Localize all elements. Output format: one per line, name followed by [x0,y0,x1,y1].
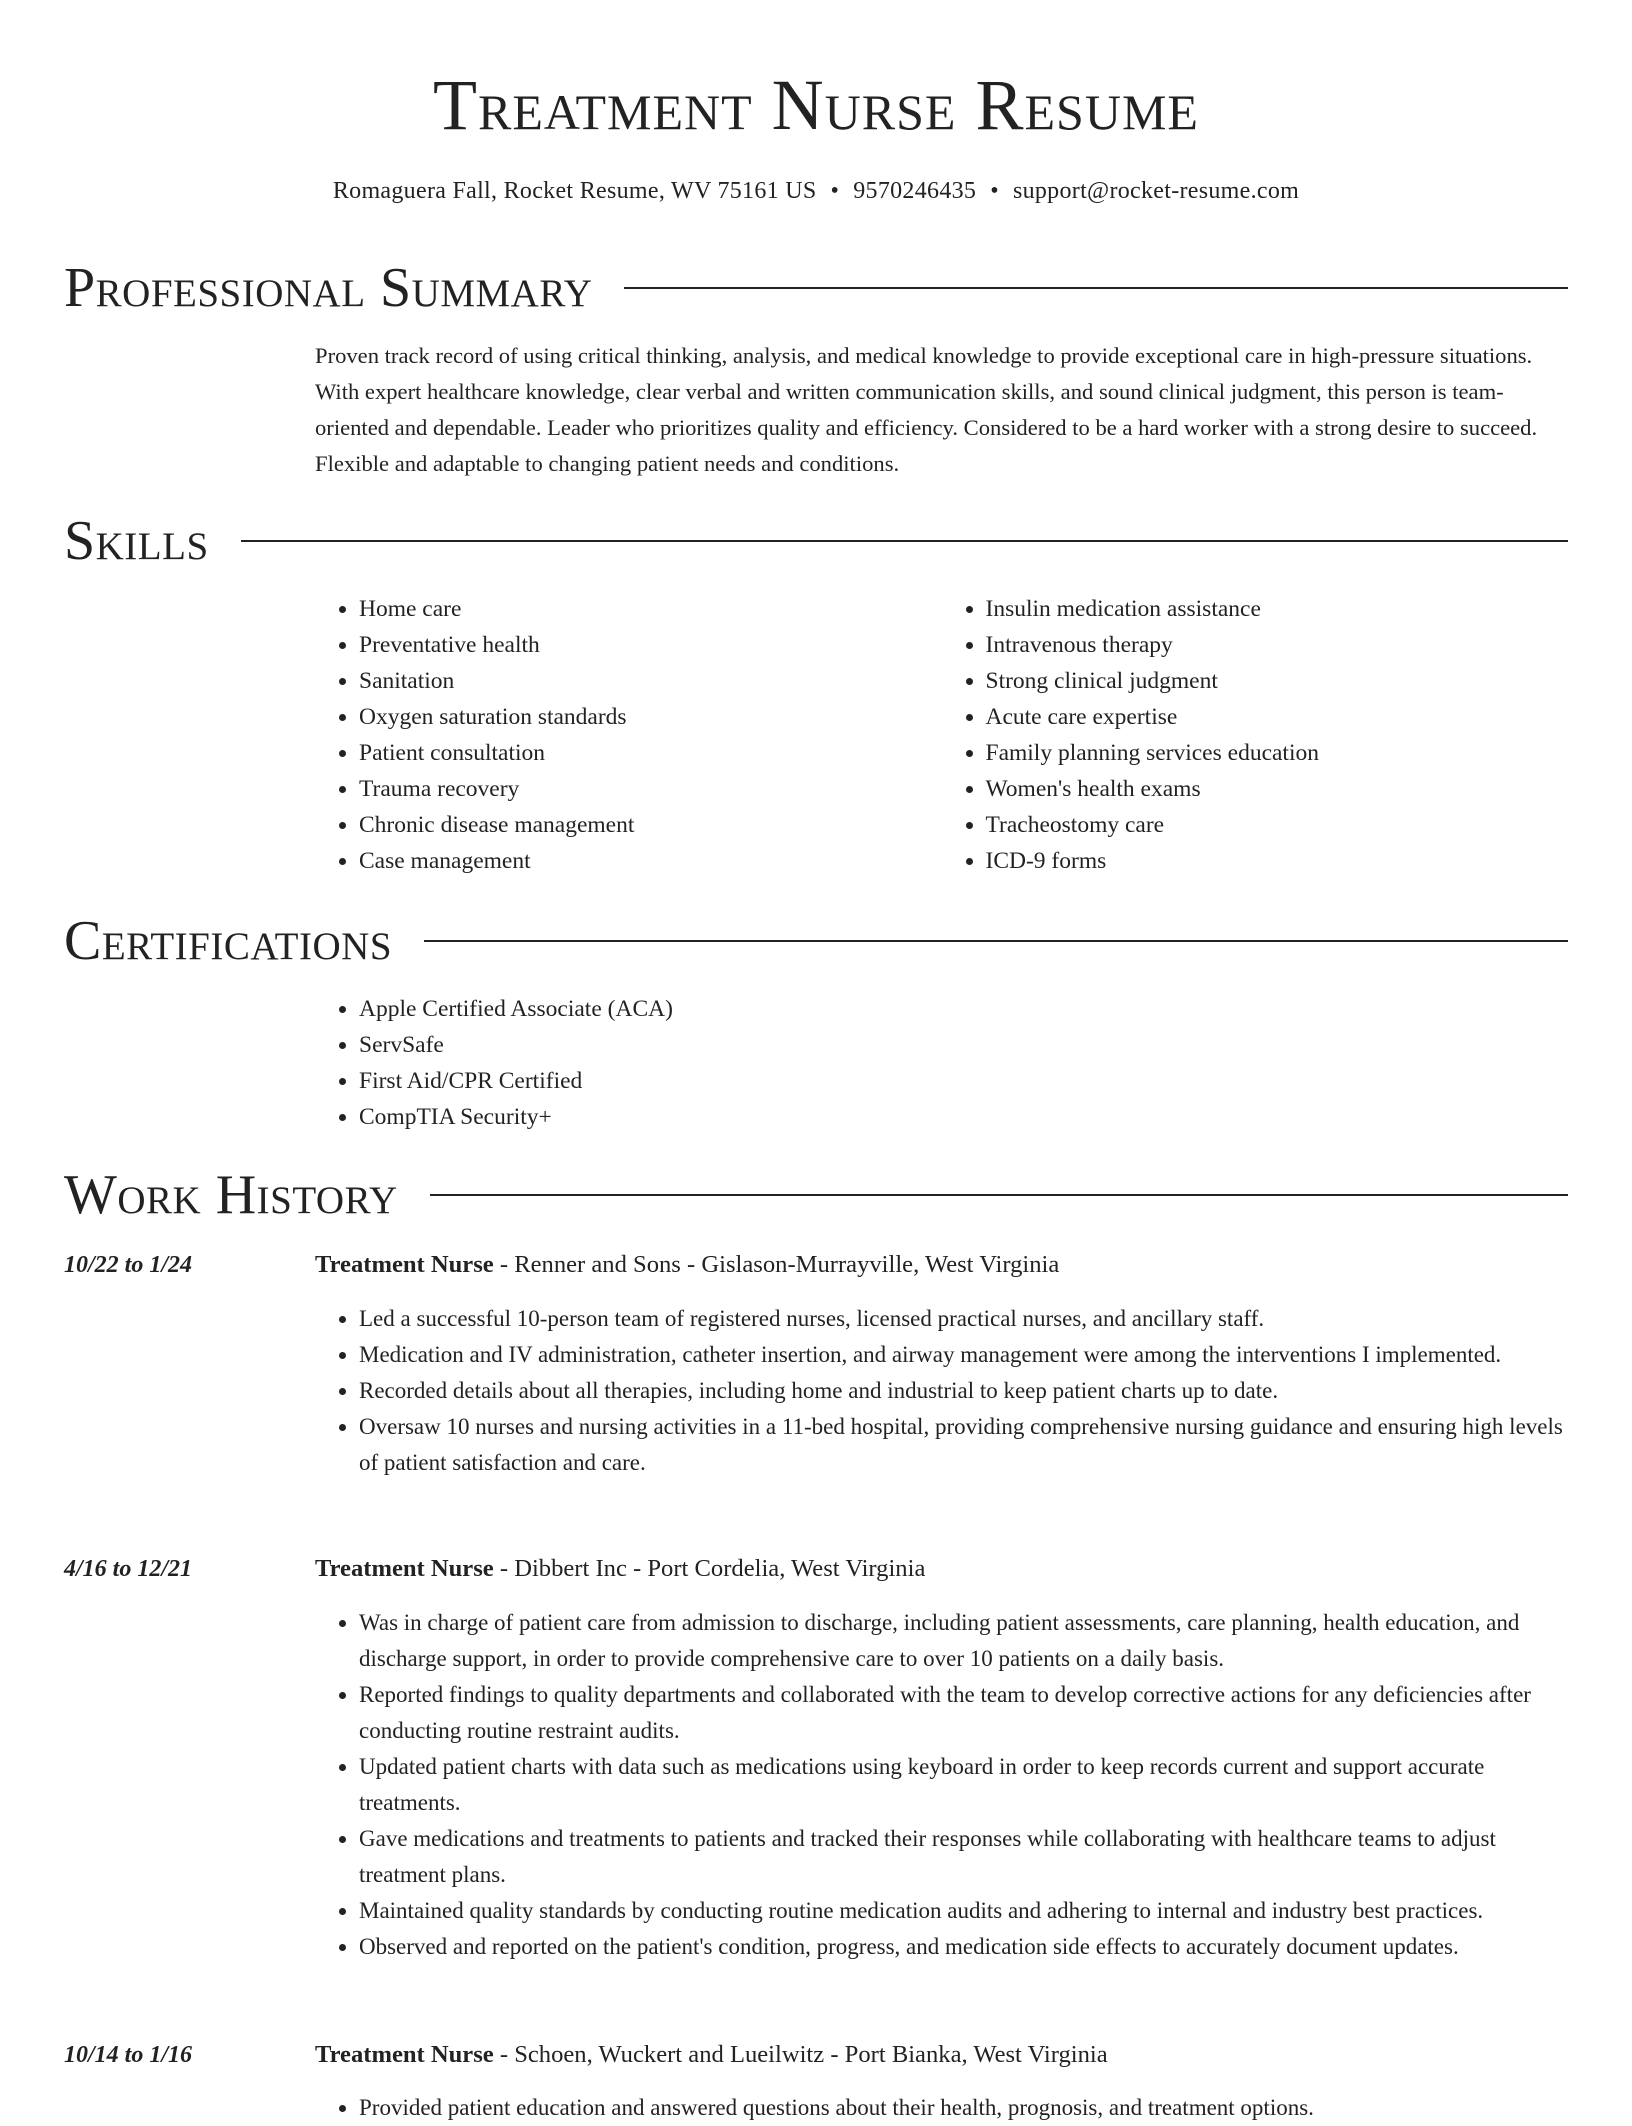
contact-address: Romaguera Fall, Rocket Resume, WV 75161 US [332,178,817,204]
skill-item: • Tracheostomy care [986,807,1569,843]
skill-item: • Patient consultation [359,735,942,771]
job-title: Treatment Nurse [315,1251,494,1278]
section-divider [430,1194,1568,1196]
job-duties [315,1301,1568,1481]
skill-item: • ICD-9 forms [986,843,1569,879]
job-title: Treatment Nurse [315,2041,494,2068]
summary-section-header [64,253,1568,323]
contact-email: support@rocket-resume.com [1012,178,1300,204]
section-divider [624,287,1568,289]
job-bullet: • Recorded details about all therapies, including home and industrial to keep patient charts up to date. [359,1373,1568,1409]
skill-item: • Case management [359,843,942,879]
section-divider [424,940,1568,942]
job-duties [315,1605,1568,1965]
job-employer: - Renner and Sons - Gislason-Murrayville, West Virginia [493,1251,1060,1278]
job-bullets [315,1301,1568,1481]
job-bullet: • Maintained quality standards by conducting routine medication audits and adhering to internal and industry best practices. [359,1893,1568,1929]
job-bullet: • Gave medications and treatments to patients and tracked their responses while collaborating with healthcare teams to adjust treatment plans. [359,1821,1568,1893]
job-bullet: • Reported findings to quality departments and collaborated with the team to develop corrective actions for any deficiencies after conducting routine restraint audits. [359,1677,1568,1749]
job-bullets [315,1605,1568,1965]
work-history-section-header [64,1160,1568,1230]
skill-item: • Strong clinical judgment [986,663,1569,699]
job-bullet: • Led a successful 10-person team of registered nurses, licensed practical nurses, and ancillary staff. [359,1301,1568,1337]
skill-item: • Trauma recovery [359,771,942,807]
skill-item: • Oxygen saturation standards [359,699,942,735]
contact-line [0,173,1632,209]
summary-text: Proven track record of using critical thinking, analysis, and medical knowledge to provide exceptional care in high-pressure situations. With expert healthcare knowledge, clear verbal and written communication skills, and sound clinical judgment, this person is team-oriented and dependable. Leader who prioritizes quality and efficiency. Considered to be a hard worker with a strong desire to succeed. Flexible and adaptable to changing patient needs and conditions. [315,343,1538,476]
job-bullet: • Medication and IV administration, catheter insertion, and airway management were among the interventions I implemented. [359,1337,1568,1373]
certifications-bullets [315,991,1315,1135]
certification-item: • Apple Certified Associate (ACA) [359,991,1315,1027]
skill-item: • Intravenous therapy [986,627,1569,663]
job-dates: 10/22 to 1/24 [64,1252,193,1278]
skill-item: • Women's health exams [986,771,1569,807]
resume-title: Treatment Nurse Resume [433,65,1199,145]
certification-item: • First Aid/CPR Certified [359,1063,1315,1099]
job-bullet: • Oversaw 10 nurses and nursing activities in a 11-bed hospital, providing comprehensive nursing guidance and ensuring high levels of patient satisfaction and care. [359,1409,1568,1481]
job-bullet: • Updated patient charts with data such as medications using keyboard in order to keep records current and support accurate treatments. [359,1749,1568,1821]
certifications-list [315,991,1315,1135]
contact-phone: 9570246435 [853,178,977,204]
job-bullet: • Observed and reported on the patient's condition, progress, and medication side effects to accurately document updates. [359,1929,1568,1965]
certification-item: • ServSafe [359,1027,1315,1063]
skills-column-right [942,591,1569,879]
skills-heading: Skills [64,510,209,572]
section-divider [241,540,1568,542]
skill-item: • Family planning services education [986,735,1569,771]
job-bullet: • Was in charge of patient care from admission to discharge, including patient assessments, care planning, health education, and discharge support, in order to provide comprehensive care to over 10 patients on a daily basis. [359,1605,1568,1677]
skills-section-header [64,506,1568,576]
certifications-heading: Certifications [64,910,393,972]
certification-item: • CompTIA Security+ [359,1099,1315,1135]
job-dates: 4/16 to 12/21 [64,1556,193,1582]
job-heading [315,1247,1568,1283]
skill-item: • Chronic disease management [359,807,942,843]
job-employer: - Schoen, Wuckert and Lueilwitz - Port Bianka, West Virginia [493,2041,1108,2068]
job-employer: - Dibbert Inc - Port Cordelia, West Virginia [493,1555,926,1582]
certifications-section-header [64,906,1568,976]
work-history-heading: Work History [64,1164,398,1226]
skill-item: • Insulin medication assistance [986,591,1569,627]
contact-separator: • [990,178,999,204]
job-heading [315,2037,1568,2073]
job-dates: 10/14 to 1/16 [64,2042,193,2068]
job-duties [315,2090,1568,2126]
skills-list [315,591,1568,879]
job-bullet: • Provided patient education and answered questions about their health, prognosis, and treatment options. [359,2090,1568,2126]
summary-heading: Professional Summary [64,257,593,319]
skill-item: • Sanitation [359,663,942,699]
skill-item: • Home care [359,591,942,627]
job-title: Treatment Nurse [315,1555,494,1582]
contact-separator: • [830,178,840,204]
job-bullets [315,2090,1568,2126]
job-heading [315,1551,1568,1587]
skill-item: • Acute care expertise [986,699,1569,735]
skill-item: • Preventative health [359,627,942,663]
skills-column-left [315,591,942,879]
